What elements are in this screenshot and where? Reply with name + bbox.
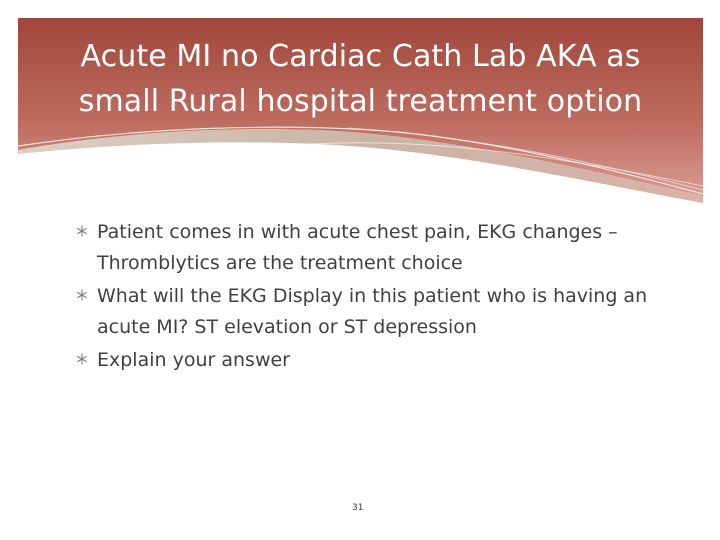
bullet-item <box>76 345 676 376</box>
bullet-text: Patient comes in with acute chest pain, EKG changes – Thromblytics are the treatment choice <box>97 221 618 274</box>
slide-title-line-1: Acute MI no Cardiac Cath Lab AKA as <box>80 39 641 74</box>
bullet-text: Explain your answer <box>97 349 290 371</box>
page-number: 31 <box>352 503 364 513</box>
bullet-list <box>76 217 676 378</box>
bullet-text: What will the EKG Display in this patient who is having an acute MI? ST elevation or ST depression <box>97 285 648 338</box>
slide-title-line-2: small Rural hospital treatment option <box>78 84 643 119</box>
asterisk-bullet-icon <box>76 225 88 237</box>
bullet-item <box>76 217 676 279</box>
slide-title <box>18 34 703 124</box>
asterisk-bullet-icon <box>76 353 88 365</box>
bullet-item <box>76 281 676 343</box>
asterisk-bullet-icon <box>76 289 88 301</box>
